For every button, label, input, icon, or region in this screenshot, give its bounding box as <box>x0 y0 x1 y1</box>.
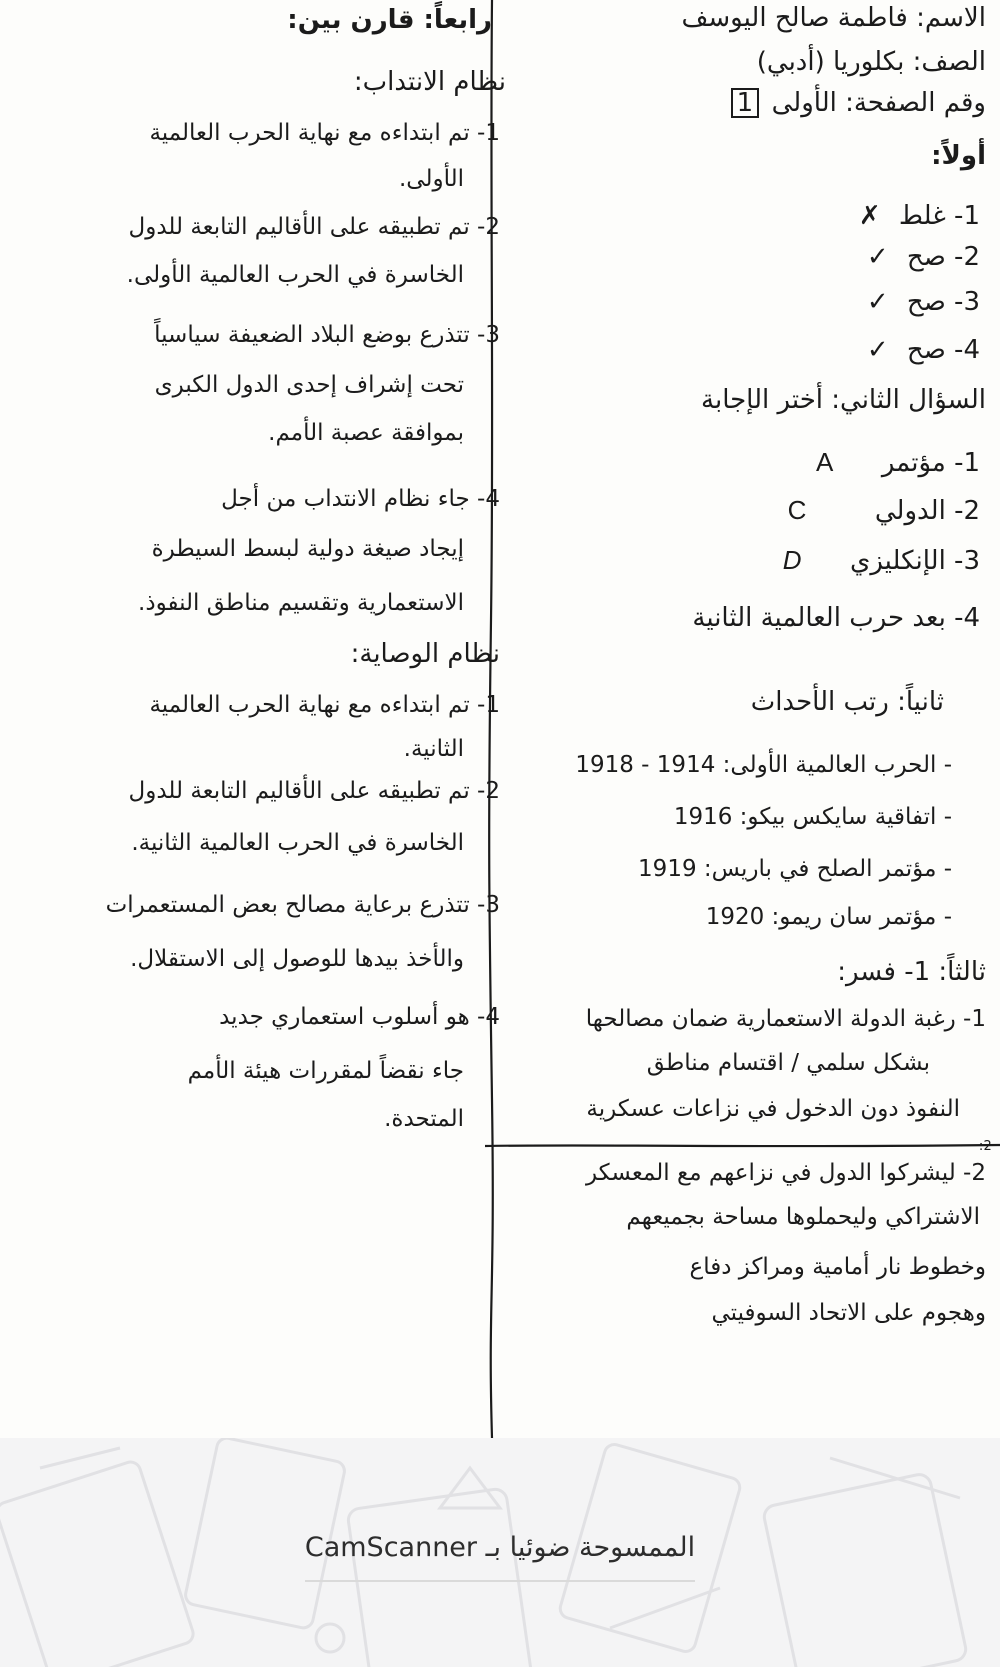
mandate-line: الاستعمارية وتقسيم مناطق النفوذ. <box>138 590 464 616</box>
mandate-line: الخاسرة في الحرب العالمية الأولى. <box>126 262 464 288</box>
choice-row <box>692 604 980 634</box>
trusteeship-line: 1- تم ابتداءه مع نهاية الحرب العالمية <box>149 692 500 718</box>
mandate-line: تحت إشراف إحدى الدول الكبرى <box>154 372 464 398</box>
page-number <box>731 88 986 119</box>
explanation-line: 2- ليشركوا الدول في نزاعهم مع المعسكر <box>585 1160 986 1186</box>
answer-row: 3- صح ✓ <box>866 287 980 317</box>
answer-row: 4- صح ✓ <box>866 335 980 365</box>
answer-text: صح <box>906 335 946 365</box>
mandate-line: 1- تم ابتداءه مع نهاية الحرب العالمية <box>149 120 500 146</box>
section-divider <box>485 1140 1000 1152</box>
answer-number: 1 <box>963 201 980 231</box>
student-class: الصف: بكلوريا (أدبي) <box>756 47 986 77</box>
mandate-line: إيجاد صيغة دولية لبسط السيطرة <box>151 536 464 562</box>
choice-row <box>816 448 980 479</box>
answer-number: 3 <box>963 287 980 317</box>
mandate-line: بموافقة عصبة الأمم. <box>268 420 464 446</box>
footer-underline <box>305 1580 695 1582</box>
cross-mark-icon: ✗ <box>858 201 881 231</box>
section-5-title: رابعاً: قارن بين: <box>287 5 492 35</box>
mandate-title: نظام الانتداب: <box>353 67 506 97</box>
answer-row: 1- غلط ✗ <box>858 201 980 231</box>
answer-text: صح <box>906 287 946 317</box>
event-item: - الحرب العالمية الأولى: 1914 - 1918 <box>575 752 952 778</box>
camscanner-watermark-text: الممسوحة ضوئيا بـ CamScanner <box>304 1532 696 1563</box>
mandate-line: 3- تتذرع بوضع البلاد الضعيفة سياسياً <box>154 322 500 348</box>
section-3-title: ثانياً: رتب الأحداث <box>750 687 944 717</box>
trusteeship-line: 4- هو أسلوب استعماري جديد <box>219 1004 500 1030</box>
event-item: - مؤتمر الصلح في باريس: 1919 <box>638 856 952 882</box>
explanation-line: وهجوم على الاتحاد السوفيتي <box>711 1300 986 1326</box>
answer-number: 2 <box>963 242 980 272</box>
trusteeship-line: جاء نقضاً لمقررات هيئة الأمم <box>187 1058 464 1084</box>
page-number-label: وقم الصفحة: الأولى <box>771 88 986 118</box>
choice-text: 3- الإنكليزي <box>849 546 980 576</box>
trusteeship-line: المتحدة. <box>384 1106 464 1132</box>
camscanner-footer <box>0 1438 1000 1667</box>
section-2-title: السؤال الثاني: أختر الإجابة <box>701 385 986 415</box>
check-mark-icon: ✓ <box>866 287 889 317</box>
trusteeship-line: والأخذ بيدها للوصول إلى الاستقلال. <box>130 946 464 972</box>
mandate-line: 2- تم تطبيقه على الأقاليم التابعة للدول <box>128 214 500 240</box>
check-mark-icon: ✓ <box>866 335 889 365</box>
explanation-line: وخطوط نار أمامية ومراكز دفاع <box>689 1254 986 1280</box>
choice-row <box>783 546 980 577</box>
trusteeship-title: نظام الوصاية: <box>350 639 500 669</box>
answer-text: صح <box>906 242 946 272</box>
student-name: الاسم: فاطمة صالح اليوسف <box>681 3 986 33</box>
choice-letter: A <box>816 447 834 477</box>
section-1-title: أولاً: <box>931 141 986 171</box>
mandate-line: 4- جاء نظام الانتداب من أجل <box>221 486 500 512</box>
choice-text: 2- الدولي <box>874 496 980 526</box>
choice-text: 4- بعد حرب العالمية الثانية <box>692 603 980 633</box>
trusteeship-line: 3- تتذرع برعاية مصالح بعض المستعمرات <box>105 892 500 918</box>
trusteeship-line: 2- تم تطبيقه على الأقاليم التابعة للدول <box>128 778 500 804</box>
trusteeship-line: الخاسرة في الحرب العالمية الثانية. <box>131 830 464 856</box>
answer-row: 2- صح ✓ <box>866 242 980 272</box>
check-mark-icon: ✓ <box>866 242 889 272</box>
explanation-line: 1- رغبة الدولة الاستعمارية ضمان مصالحها <box>585 1006 986 1032</box>
event-item: - مؤتمر سان ريمو: 1920 <box>705 904 952 930</box>
choice-letter: D <box>782 545 802 575</box>
event-item: - اتفاقية سايكس بيكو: 1916 <box>673 804 952 830</box>
page-number-box: 1 <box>731 88 760 118</box>
section-4-title: ثالثاً: 1- فسر: <box>837 957 986 987</box>
choice-text: 1- مؤتمر <box>881 448 980 478</box>
mandate-line: الأولى. <box>398 166 464 192</box>
explanation-line: بشكل سلمي / اقتسام مناطق <box>646 1050 930 1076</box>
choice-letter: C <box>787 495 807 525</box>
choice-row <box>788 496 980 527</box>
answer-text: غلط <box>898 201 946 231</box>
trusteeship-line: الثانية. <box>403 736 464 762</box>
explanation-line: الاشتراكي وليحملوها مساحة بجميعهم <box>626 1204 980 1230</box>
sub-question-label: 2: <box>978 1139 992 1154</box>
explanation-line: النفوذ دون الدخول في نزاعات عسكرية <box>586 1096 960 1122</box>
answer-number: 4 <box>963 335 980 365</box>
